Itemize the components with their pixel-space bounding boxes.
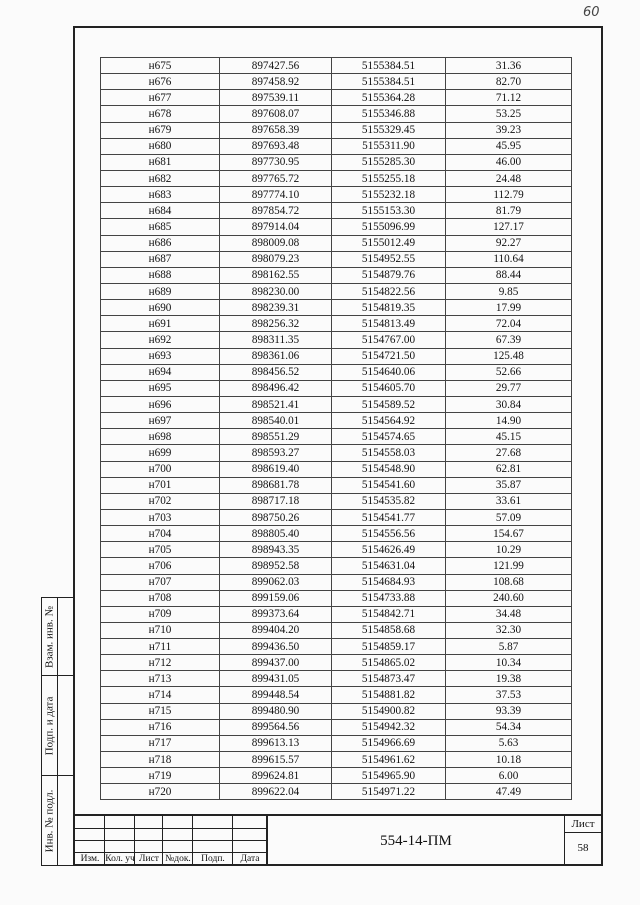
x-coordinate-cell: 899404.20 bbox=[220, 622, 332, 638]
distance-cell: 17.99 bbox=[446, 300, 572, 316]
y-coordinate-cell: 5155364.28 bbox=[332, 90, 446, 106]
y-coordinate-cell: 5155153.30 bbox=[332, 203, 446, 219]
side-cell-signature-date bbox=[42, 676, 73, 776]
y-coordinate-cell: 5154733.88 bbox=[332, 590, 446, 606]
point-id-cell: н690 bbox=[101, 300, 220, 316]
y-coordinate-cell: 5154858.68 bbox=[332, 622, 446, 638]
point-id-cell: н702 bbox=[101, 493, 220, 509]
y-coordinate-cell: 5154631.04 bbox=[332, 558, 446, 574]
y-coordinate-cell: 5154564.92 bbox=[332, 413, 446, 429]
point-id-cell: н688 bbox=[101, 267, 220, 283]
distance-cell: 57.09 bbox=[446, 509, 572, 525]
y-coordinate-cell: 5154548.90 bbox=[332, 461, 446, 477]
distance-cell: 108.68 bbox=[446, 574, 572, 590]
x-coordinate-cell: 898256.32 bbox=[220, 316, 332, 332]
x-coordinate-cell: 899624.81 bbox=[220, 768, 332, 784]
table-row bbox=[101, 122, 572, 138]
y-coordinate-cell: 5154965.90 bbox=[332, 768, 446, 784]
table-row bbox=[101, 542, 572, 558]
y-coordinate-cell: 5154952.55 bbox=[332, 251, 446, 267]
x-coordinate-cell: 899373.64 bbox=[220, 606, 332, 622]
point-id-cell: н720 bbox=[101, 784, 220, 800]
x-coordinate-cell: 898952.58 bbox=[220, 558, 332, 574]
table-row bbox=[101, 364, 572, 380]
distance-cell: 110.64 bbox=[446, 251, 572, 267]
x-coordinate-cell: 898521.41 bbox=[220, 396, 332, 412]
x-coordinate-cell: 898456.52 bbox=[220, 364, 332, 380]
distance-cell: 67.39 bbox=[446, 332, 572, 348]
distance-cell: 39.23 bbox=[446, 122, 572, 138]
table-row bbox=[101, 606, 572, 622]
table-row bbox=[101, 784, 572, 800]
table-row bbox=[101, 509, 572, 525]
table-row bbox=[101, 687, 572, 703]
point-id-cell: н706 bbox=[101, 558, 220, 574]
x-coordinate-cell: 899436.50 bbox=[220, 639, 332, 655]
distance-cell: 5.63 bbox=[446, 735, 572, 751]
point-id-cell: н698 bbox=[101, 429, 220, 445]
header-sheet: Лист bbox=[139, 854, 159, 864]
x-coordinate-cell: 897854.72 bbox=[220, 203, 332, 219]
point-id-cell: н694 bbox=[101, 364, 220, 380]
distance-cell: 53.25 bbox=[446, 106, 572, 122]
distance-cell: 82.70 bbox=[446, 74, 572, 90]
point-id-cell: н686 bbox=[101, 235, 220, 251]
distance-cell: 72.04 bbox=[446, 316, 572, 332]
point-id-cell: н682 bbox=[101, 170, 220, 186]
point-id-cell: н695 bbox=[101, 380, 220, 396]
table-row bbox=[101, 735, 572, 751]
point-id-cell: н679 bbox=[101, 122, 220, 138]
distance-cell: 52.66 bbox=[446, 364, 572, 380]
y-coordinate-cell: 5154767.00 bbox=[332, 332, 446, 348]
point-id-cell: н701 bbox=[101, 477, 220, 493]
table-row bbox=[101, 574, 572, 590]
point-id-cell: н710 bbox=[101, 622, 220, 638]
point-id-cell: н713 bbox=[101, 671, 220, 687]
point-id-cell: н705 bbox=[101, 542, 220, 558]
point-id-cell: н689 bbox=[101, 283, 220, 299]
x-coordinate-cell: 897693.48 bbox=[220, 138, 332, 154]
distance-cell: 34.48 bbox=[446, 606, 572, 622]
x-coordinate-cell: 897765.72 bbox=[220, 170, 332, 186]
point-id-cell: н691 bbox=[101, 316, 220, 332]
x-coordinate-cell: 898361.06 bbox=[220, 348, 332, 364]
header-doc-no: №док. bbox=[165, 854, 191, 864]
point-id-cell: н676 bbox=[101, 74, 220, 90]
point-id-cell: н712 bbox=[101, 655, 220, 671]
distance-cell: 27.68 bbox=[446, 445, 572, 461]
table-row bbox=[101, 461, 572, 477]
y-coordinate-cell: 5155285.30 bbox=[332, 154, 446, 170]
distance-cell: 35.87 bbox=[446, 477, 572, 493]
y-coordinate-cell: 5154819.35 bbox=[332, 300, 446, 316]
point-id-cell: н699 bbox=[101, 445, 220, 461]
table-row bbox=[101, 219, 572, 235]
x-coordinate-cell: 898750.26 bbox=[220, 509, 332, 525]
side-stamp-strip bbox=[41, 597, 73, 866]
table-row bbox=[101, 58, 572, 74]
point-id-cell: н718 bbox=[101, 752, 220, 768]
point-id-cell: н677 bbox=[101, 90, 220, 106]
y-coordinate-cell: 5154541.77 bbox=[332, 509, 446, 525]
y-coordinate-cell: 5154822.56 bbox=[332, 283, 446, 299]
distance-cell: 9.85 bbox=[446, 283, 572, 299]
header-change: Изм. bbox=[80, 854, 100, 864]
table-row bbox=[101, 703, 572, 719]
distance-cell: 71.12 bbox=[446, 90, 572, 106]
table-row bbox=[101, 316, 572, 332]
x-coordinate-cell: 898619.40 bbox=[220, 461, 332, 477]
point-id-cell: н709 bbox=[101, 606, 220, 622]
y-coordinate-cell: 5155384.51 bbox=[332, 58, 446, 74]
x-coordinate-cell: 897774.10 bbox=[220, 187, 332, 203]
x-coordinate-cell: 897427.56 bbox=[220, 58, 332, 74]
y-coordinate-cell: 5154966.69 bbox=[332, 735, 446, 751]
x-coordinate-cell: 898681.78 bbox=[220, 477, 332, 493]
x-coordinate-cell: 898162.55 bbox=[220, 267, 332, 283]
distance-cell: 154.67 bbox=[446, 526, 572, 542]
side-label-original-inv: Инв. № подл. bbox=[43, 789, 56, 853]
x-coordinate-cell: 899431.05 bbox=[220, 671, 332, 687]
distance-cell: 24.48 bbox=[446, 170, 572, 186]
table-row bbox=[101, 251, 572, 267]
x-coordinate-cell: 897658.39 bbox=[220, 122, 332, 138]
x-coordinate-cell: 898805.40 bbox=[220, 526, 332, 542]
distance-cell: 45.15 bbox=[446, 429, 572, 445]
distance-cell: 93.39 bbox=[446, 703, 572, 719]
x-coordinate-cell: 897914.04 bbox=[220, 219, 332, 235]
table-row bbox=[101, 138, 572, 154]
table-row bbox=[101, 332, 572, 348]
revision-grid bbox=[75, 816, 266, 866]
side-cell-replaced-inv bbox=[42, 598, 73, 676]
y-coordinate-cell: 5154574.65 bbox=[332, 429, 446, 445]
point-id-cell: н696 bbox=[101, 396, 220, 412]
table-row bbox=[101, 348, 572, 364]
y-coordinate-cell: 5154859.17 bbox=[332, 639, 446, 655]
table-row bbox=[101, 283, 572, 299]
y-coordinate-cell: 5154589.52 bbox=[332, 396, 446, 412]
point-id-cell: н683 bbox=[101, 187, 220, 203]
table-row bbox=[101, 671, 572, 687]
table-row bbox=[101, 396, 572, 412]
point-id-cell: н708 bbox=[101, 590, 220, 606]
point-id-cell: н704 bbox=[101, 526, 220, 542]
x-coordinate-cell: 899159.06 bbox=[220, 590, 332, 606]
table-row bbox=[101, 154, 572, 170]
table-row bbox=[101, 380, 572, 396]
y-coordinate-cell: 5154873.47 bbox=[332, 671, 446, 687]
point-id-cell: н684 bbox=[101, 203, 220, 219]
distance-cell: 37.53 bbox=[446, 687, 572, 703]
table-row bbox=[101, 74, 572, 90]
table-row bbox=[101, 477, 572, 493]
x-coordinate-cell: 899613.13 bbox=[220, 735, 332, 751]
point-id-cell: н693 bbox=[101, 348, 220, 364]
y-coordinate-cell: 5154971.22 bbox=[332, 784, 446, 800]
distance-cell: 45.95 bbox=[446, 138, 572, 154]
y-coordinate-cell: 5155255.18 bbox=[332, 170, 446, 186]
header-count: Кол. уч bbox=[105, 854, 135, 864]
table-row bbox=[101, 106, 572, 122]
point-id-cell: н719 bbox=[101, 768, 220, 784]
table-row bbox=[101, 90, 572, 106]
point-id-cell: н680 bbox=[101, 138, 220, 154]
table-row bbox=[101, 752, 572, 768]
distance-cell: 14.90 bbox=[446, 413, 572, 429]
sheet-number: 58 bbox=[577, 842, 589, 854]
table-row bbox=[101, 622, 572, 638]
table-row bbox=[101, 493, 572, 509]
y-coordinate-cell: 5154535.82 bbox=[332, 493, 446, 509]
x-coordinate-cell: 898551.29 bbox=[220, 429, 332, 445]
point-id-cell: н687 bbox=[101, 251, 220, 267]
side-label-replaced-inv: Взам. инв. № bbox=[43, 605, 56, 668]
sheet-label: Лист bbox=[571, 818, 595, 830]
distance-cell: 32.30 bbox=[446, 622, 572, 638]
point-id-cell: н685 bbox=[101, 219, 220, 235]
y-coordinate-cell: 5154684.93 bbox=[332, 574, 446, 590]
document-number: 554-14-ПМ bbox=[267, 816, 565, 866]
y-coordinate-cell: 5154900.82 bbox=[332, 703, 446, 719]
point-id-cell: н715 bbox=[101, 703, 220, 719]
x-coordinate-cell: 897539.11 bbox=[220, 90, 332, 106]
distance-cell: 46.00 bbox=[446, 154, 572, 170]
x-coordinate-cell: 897730.95 bbox=[220, 154, 332, 170]
x-coordinate-cell: 898593.27 bbox=[220, 445, 332, 461]
side-label-signature-date: Подп. и дата bbox=[43, 696, 56, 755]
table-row bbox=[101, 300, 572, 316]
y-coordinate-cell: 5154556.56 bbox=[332, 526, 446, 542]
point-id-cell: н697 bbox=[101, 413, 220, 429]
point-id-cell: н711 bbox=[101, 639, 220, 655]
x-coordinate-cell: 899480.90 bbox=[220, 703, 332, 719]
distance-cell: 240.60 bbox=[446, 590, 572, 606]
distance-cell: 10.29 bbox=[446, 542, 572, 558]
y-coordinate-cell: 5154541.60 bbox=[332, 477, 446, 493]
distance-cell: 127.17 bbox=[446, 219, 572, 235]
distance-cell: 10.18 bbox=[446, 752, 572, 768]
y-coordinate-cell: 5155096.99 bbox=[332, 219, 446, 235]
table-row bbox=[101, 187, 572, 203]
distance-cell: 81.79 bbox=[446, 203, 572, 219]
x-coordinate-cell: 898009.08 bbox=[220, 235, 332, 251]
y-coordinate-cell: 5154626.49 bbox=[332, 542, 446, 558]
header-signature: Подп. bbox=[201, 854, 225, 864]
x-coordinate-cell: 899564.56 bbox=[220, 719, 332, 735]
point-id-cell: н678 bbox=[101, 106, 220, 122]
table-row bbox=[101, 719, 572, 735]
x-coordinate-cell: 898943.35 bbox=[220, 542, 332, 558]
x-coordinate-cell: 898311.35 bbox=[220, 332, 332, 348]
point-id-cell: н675 bbox=[101, 58, 220, 74]
x-coordinate-cell: 898540.01 bbox=[220, 413, 332, 429]
y-coordinate-cell: 5155311.90 bbox=[332, 138, 446, 154]
y-coordinate-cell: 5154721.50 bbox=[332, 348, 446, 364]
distance-cell: 30.84 bbox=[446, 396, 572, 412]
y-coordinate-cell: 5155012.49 bbox=[332, 235, 446, 251]
point-id-cell: н716 bbox=[101, 719, 220, 735]
table-row bbox=[101, 445, 572, 461]
y-coordinate-cell: 5154640.06 bbox=[332, 364, 446, 380]
distance-cell: 121.99 bbox=[446, 558, 572, 574]
y-coordinate-cell: 5155384.51 bbox=[332, 74, 446, 90]
x-coordinate-cell: 899615.57 bbox=[220, 752, 332, 768]
distance-cell: 33.61 bbox=[446, 493, 572, 509]
point-id-cell: н700 bbox=[101, 461, 220, 477]
distance-cell: 6.00 bbox=[446, 768, 572, 784]
x-coordinate-cell: 899437.00 bbox=[220, 655, 332, 671]
y-coordinate-cell: 5154842.71 bbox=[332, 606, 446, 622]
distance-cell: 29.77 bbox=[446, 380, 572, 396]
x-coordinate-cell: 899622.04 bbox=[220, 784, 332, 800]
distance-cell: 112.79 bbox=[446, 187, 572, 203]
y-coordinate-cell: 5154881.82 bbox=[332, 687, 446, 703]
coordinates-table bbox=[100, 57, 572, 800]
y-coordinate-cell: 5154605.70 bbox=[332, 380, 446, 396]
x-coordinate-cell: 899448.54 bbox=[220, 687, 332, 703]
x-coordinate-cell: 897458.92 bbox=[220, 74, 332, 90]
x-coordinate-cell: 898230.00 bbox=[220, 283, 332, 299]
y-coordinate-cell: 5154961.62 bbox=[332, 752, 446, 768]
side-cell-original-inv bbox=[42, 776, 73, 866]
distance-cell: 54.34 bbox=[446, 719, 572, 735]
x-coordinate-cell: 898239.31 bbox=[220, 300, 332, 316]
x-coordinate-cell: 899062.03 bbox=[220, 574, 332, 590]
y-coordinate-cell: 5155232.18 bbox=[332, 187, 446, 203]
handwritten-page-number: 60 bbox=[583, 5, 600, 20]
table-row bbox=[101, 526, 572, 542]
table-row bbox=[101, 429, 572, 445]
point-id-cell: н717 bbox=[101, 735, 220, 751]
point-id-cell: н703 bbox=[101, 509, 220, 525]
distance-cell: 88.44 bbox=[446, 267, 572, 283]
point-id-cell: н714 bbox=[101, 687, 220, 703]
distance-cell: 47.49 bbox=[446, 784, 572, 800]
y-coordinate-cell: 5154865.02 bbox=[332, 655, 446, 671]
title-block bbox=[75, 814, 601, 866]
table-row bbox=[101, 590, 572, 606]
point-id-cell: н707 bbox=[101, 574, 220, 590]
table-row bbox=[101, 235, 572, 251]
table-row bbox=[101, 203, 572, 219]
distance-cell: 10.34 bbox=[446, 655, 572, 671]
distance-cell: 31.36 bbox=[446, 58, 572, 74]
distance-cell: 125.48 bbox=[446, 348, 572, 364]
distance-cell: 62.81 bbox=[446, 461, 572, 477]
y-coordinate-cell: 5154813.49 bbox=[332, 316, 446, 332]
x-coordinate-cell: 898496.42 bbox=[220, 380, 332, 396]
table-row bbox=[101, 267, 572, 283]
y-coordinate-cell: 5155329.45 bbox=[332, 122, 446, 138]
table-row bbox=[101, 170, 572, 186]
table-row bbox=[101, 639, 572, 655]
point-id-cell: н681 bbox=[101, 154, 220, 170]
distance-cell: 92.27 bbox=[446, 235, 572, 251]
header-date: Дата bbox=[240, 854, 260, 864]
y-coordinate-cell: 5154942.32 bbox=[332, 719, 446, 735]
table-row bbox=[101, 768, 572, 784]
table-row bbox=[101, 558, 572, 574]
x-coordinate-cell: 898717.18 bbox=[220, 493, 332, 509]
y-coordinate-cell: 5154879.76 bbox=[332, 267, 446, 283]
y-coordinate-cell: 5155346.88 bbox=[332, 106, 446, 122]
distance-cell: 5.87 bbox=[446, 639, 572, 655]
point-id-cell: н692 bbox=[101, 332, 220, 348]
distance-cell: 19.38 bbox=[446, 671, 572, 687]
table-row bbox=[101, 655, 572, 671]
y-coordinate-cell: 5154558.03 bbox=[332, 445, 446, 461]
x-coordinate-cell: 898079.23 bbox=[220, 251, 332, 267]
x-coordinate-cell: 897608.07 bbox=[220, 106, 332, 122]
table-row bbox=[101, 413, 572, 429]
